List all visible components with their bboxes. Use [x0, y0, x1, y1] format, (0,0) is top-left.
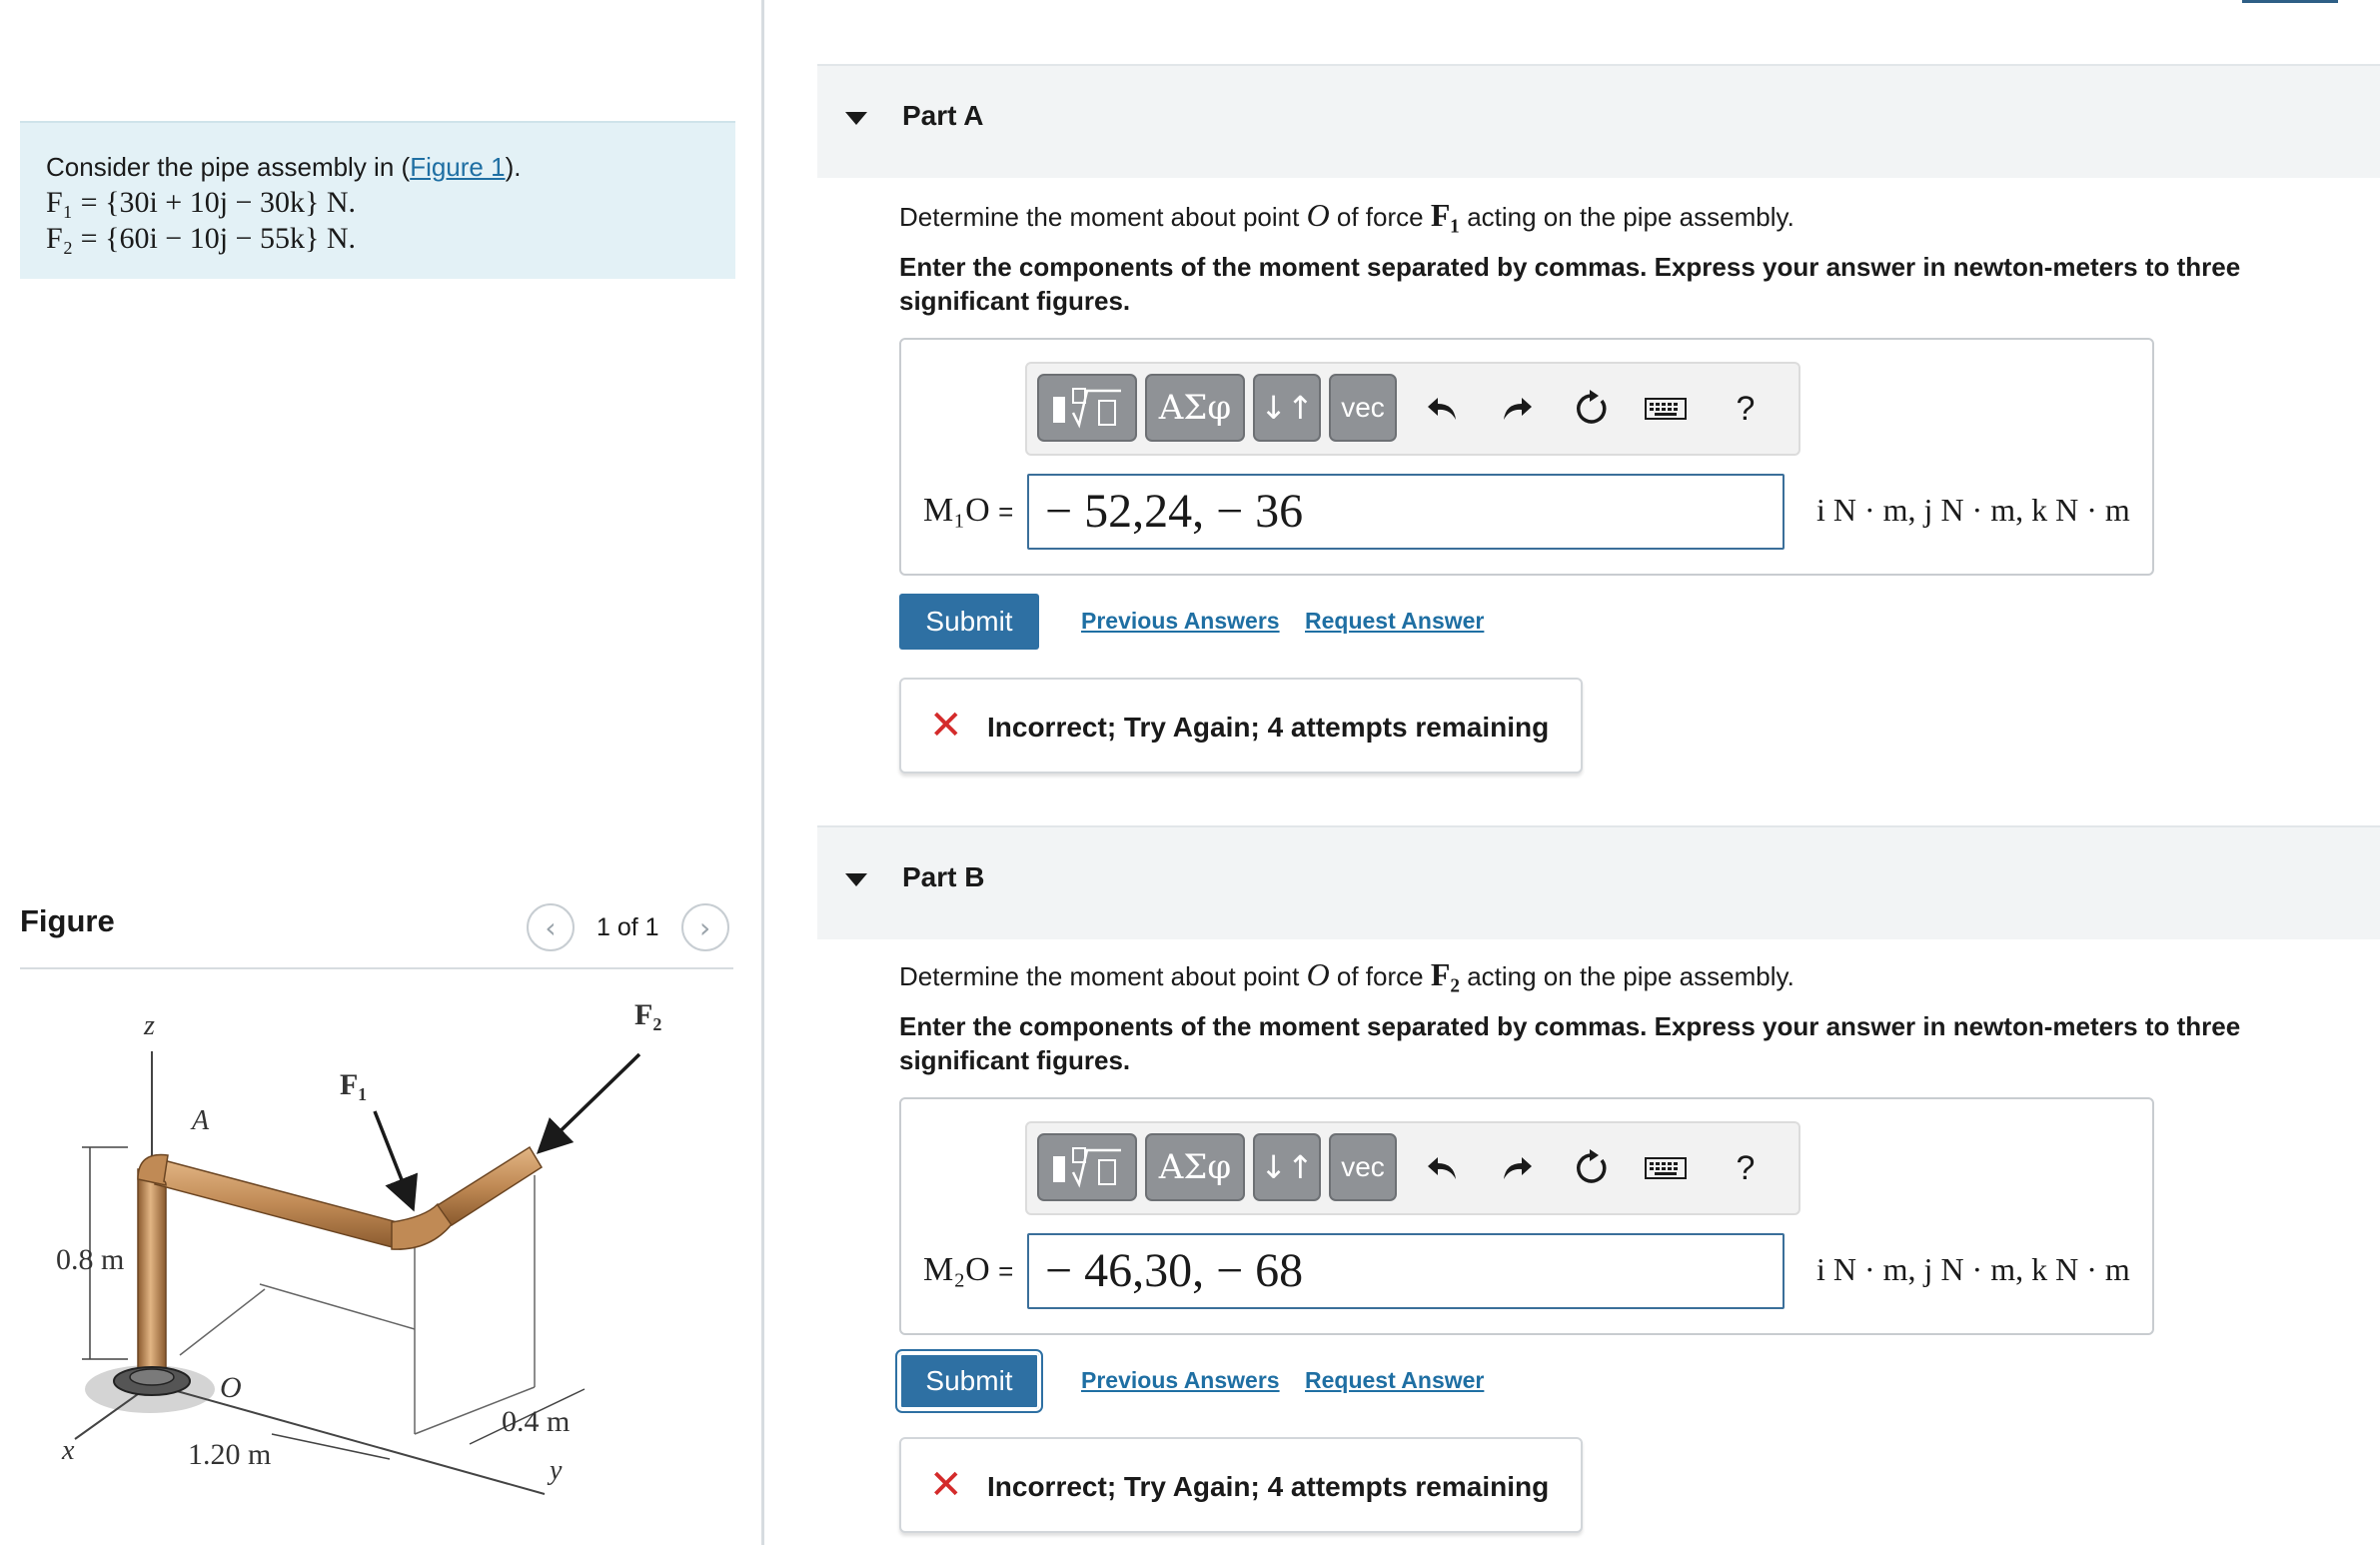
previous-figure-button[interactable]: [527, 903, 575, 951]
greek-symbols-button[interactable]: ΑΣφ: [1145, 374, 1245, 442]
base-guide-parallel: [260, 1284, 415, 1329]
figure-heading: Figure: [20, 903, 115, 938]
y-axis-label: y: [550, 1455, 563, 1486]
figure-navigation: [527, 903, 729, 951]
part-b-header[interactable]: [817, 825, 2380, 939]
part-b-math-toolbar: [1025, 1121, 1800, 1215]
force-f1-label: F₁: [340, 1068, 368, 1101]
part-b-previous-answers-link[interactable]: Previous Answers: [1081, 1367, 1280, 1393]
reset-icon[interactable]: [1567, 1143, 1617, 1193]
part-a-title: Part A: [902, 100, 984, 131]
force-f1-equation: F₁ = {30i + 10j − 30k} N.: [46, 186, 357, 219]
part-b-feedback: [899, 1437, 1583, 1533]
height-label: 0.8 m: [56, 1243, 125, 1276]
incorrect-x-icon: ✕: [929, 1462, 963, 1508]
z-axis-label: z: [144, 1010, 155, 1041]
part-b-feedback-message: Incorrect; Try Again; 4 attempts remaining: [987, 1471, 1550, 1502]
part-b-units: i N · m, j N · m, k N · m: [1816, 1251, 2130, 1287]
chevron-left-icon: ‹: [545, 910, 557, 944]
arrows-button[interactable]: ↓↑: [1253, 374, 1321, 442]
part-a-request-answer-link[interactable]: Request Answer: [1305, 608, 1485, 634]
part-a-header[interactable]: [817, 64, 2380, 178]
top-right-tab-indicator: [2242, 0, 2338, 3]
part-a-instructions: Enter the components of the moment separated by commas. Express your answer in newton-meters to three significant figures.: [899, 252, 2241, 316]
point-a-label: A: [192, 1105, 210, 1136]
vector-button[interactable]: vec: [1329, 374, 1397, 442]
vertical-pipe: [138, 1169, 166, 1387]
part-a-math-toolbar: [1025, 362, 1800, 456]
part-b-instructions: Enter the components of the moment separated by commas. Express your answer in newton-meters to three significant figures.: [899, 1011, 2241, 1075]
part-b-answer-label: M₂O =: [923, 1251, 1014, 1288]
part-a-answer-input[interactable]: − 52,24, − 36: [1027, 474, 1785, 550]
force-f1-arrow: [375, 1111, 412, 1205]
problem-statement: [20, 121, 735, 279]
part-b-title: Part B: [902, 861, 985, 892]
greek-symbols-button[interactable]: ΑΣφ: [1145, 1133, 1245, 1201]
horizontal-pipe-segment: [155, 1159, 405, 1249]
elbow-a: [138, 1155, 168, 1186]
fraction-root-icon: [1047, 1142, 1127, 1192]
caret-down-icon: [845, 873, 867, 886]
part-a-feedback: [899, 678, 1583, 773]
part-a-submit-button[interactable]: Submit: [899, 594, 1039, 650]
redo-icon[interactable]: [1493, 1143, 1543, 1193]
templates-button[interactable]: [1037, 1133, 1137, 1201]
pane-divider[interactable]: [761, 0, 764, 1545]
part-b-question: Determine the moment about point O of force F₂ acting on the pipe assembly.: [899, 956, 1794, 992]
force-f2-arrow: [542, 1054, 639, 1149]
incorrect-x-icon: ✕: [929, 703, 963, 749]
part-a-answer-box: [899, 338, 2154, 576]
help-button[interactable]: ?: [1736, 389, 1756, 428]
redo-icon[interactable]: [1493, 384, 1543, 434]
keyboard-icon[interactable]: [1641, 384, 1691, 434]
base-guide-x: [180, 1289, 265, 1355]
figure-divider: [20, 967, 733, 969]
part-a-previous-answers-link[interactable]: Previous Answers: [1081, 608, 1280, 634]
length-label: 1.20 m: [188, 1438, 272, 1471]
pipe-assembly-figure: [20, 979, 739, 1539]
templates-button[interactable]: [1037, 374, 1137, 442]
arrows-button[interactable]: ↓↑: [1253, 1133, 1321, 1201]
part-a-answer-label: M₁O =: [923, 492, 1014, 529]
left-pane: [0, 0, 761, 1545]
offset-label: 0.4 m: [502, 1405, 571, 1438]
reset-icon[interactable]: [1567, 384, 1617, 434]
problem-intro: Consider the pipe assembly in (Figure 1).: [46, 152, 522, 182]
chevron-right-icon: ›: [698, 910, 711, 944]
help-button[interactable]: ?: [1736, 1148, 1756, 1187]
keyboard-icon[interactable]: [1641, 1143, 1691, 1193]
figure-link[interactable]: Figure 1: [410, 152, 506, 182]
force-f2-equation: F₂ = {60i − 10j − 55k} N.: [46, 222, 357, 255]
next-figure-button[interactable]: [681, 903, 729, 951]
caret-down-icon: [845, 112, 867, 125]
part-b-answer-box: [899, 1097, 2154, 1335]
part-a-units: i N · m, j N · m, k N · m: [1816, 492, 2130, 528]
part-b-submit-button[interactable]: Submit: [899, 1353, 1039, 1409]
fraction-root-icon: [1047, 383, 1127, 433]
inclined-pipe-segment: [438, 1147, 542, 1225]
force-f2-label: F₂: [634, 998, 662, 1031]
part-b-answer-input[interactable]: − 46,30, − 68: [1027, 1233, 1785, 1309]
undo-icon[interactable]: [1417, 384, 1467, 434]
x-axis-label: x: [62, 1435, 75, 1466]
point-o-label: O: [220, 1371, 242, 1404]
undo-icon[interactable]: [1417, 1143, 1467, 1193]
part-a-question: Determine the moment about point O of force F₁ acting on the pipe assembly.: [899, 197, 1794, 233]
vector-button[interactable]: vec: [1329, 1133, 1397, 1201]
figure-counter: 1 of 1: [596, 912, 659, 941]
part-a-feedback-message: Incorrect; Try Again; 4 attempts remaining: [987, 712, 1550, 743]
part-b-request-answer-link[interactable]: Request Answer: [1305, 1367, 1485, 1393]
